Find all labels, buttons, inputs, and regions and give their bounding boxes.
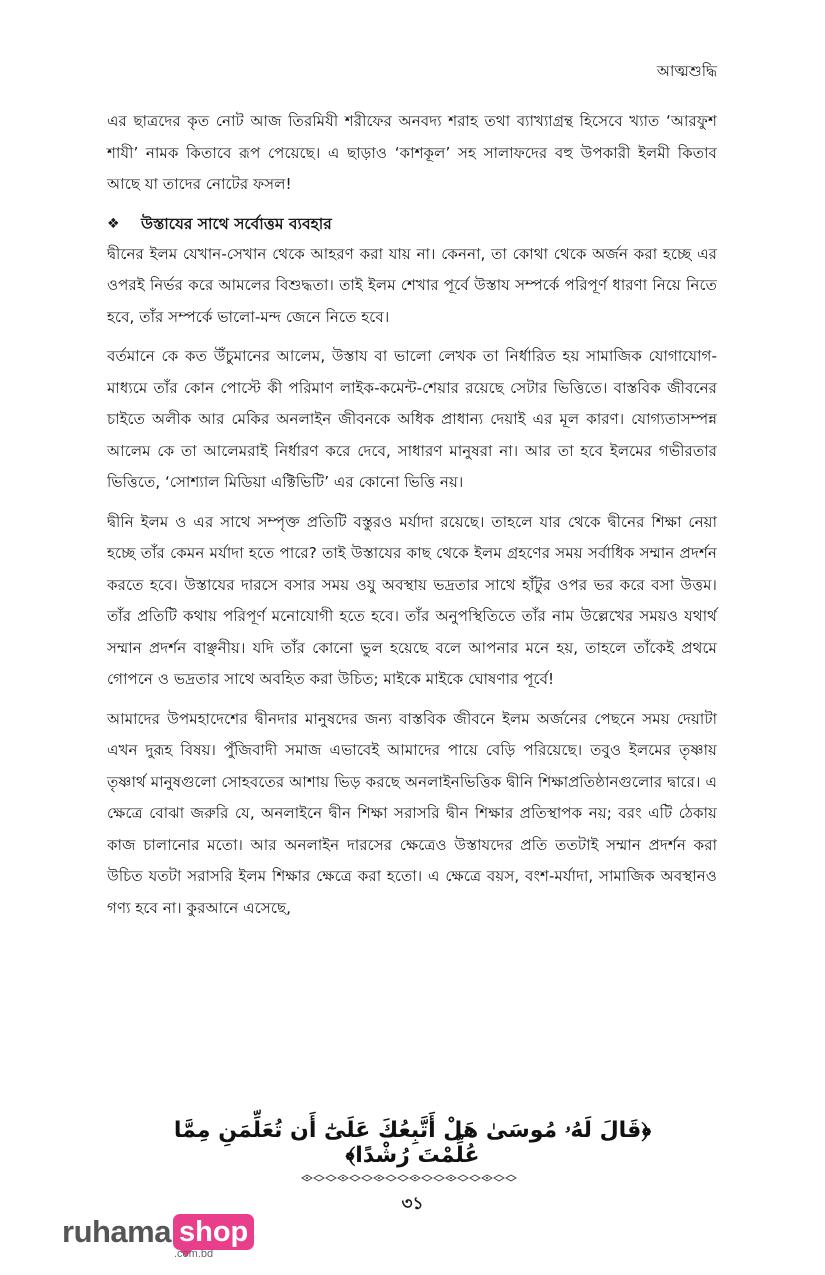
- publisher-logo: [62, 1212, 254, 1262]
- page-body: [107, 106, 717, 932]
- paragraph-2: দ্বীনের ইলম যেখান-সেখান থেকে আহরণ করা যায় না। কেননা, তা কোথা থেকে অর্জন করা হচ্ছে এর ওপরই নির্ভর করে আমলের বিশুদ্ধতা। তাই ইলম শেখার পূর্বে উস্তায সম্পর্কে পরিপূর্ণ ধারণা নিয়ে নিতে হবে, তাঁর সম্পর্কে ভালো-মন্দ জেনে নিতে হবে।: [107, 244, 717, 326]
- logo-domain: .com.bd: [174, 1248, 214, 1260]
- diamond-bullet-icon: ❖: [107, 215, 120, 232]
- paragraph-1: এর ছাত্রদের কৃত নোট আজ তিরমিযী শরীফের অনবদ্য শরাহ তথা ব্যাখ্যাগ্রন্থ হিসেবে খ্যাত ‘আরফুশ শাযী’ নামক কিতাবে রূপ পেয়েছে। এ ছাড়াও ‘কাশকূল’ সহ সালাফদের বহু উপকারী ইলমী কিতাব আছে যা তাদের নোটের ফসল!: [107, 112, 717, 193]
- running-header-title: আত্মশুদ্ধি: [656, 62, 717, 80]
- section-heading: [107, 209, 717, 239]
- quran-verse: ﴿قَالَ لَهُۥ مُوسَىٰ هَلْ أَتَّبِعُكَ عَلَىٰٓ أَن تُعَلِّمَنِ مِمَّا عُلِّمْتَ رُشْدًا﴾: [173, 1118, 652, 1168]
- section-heading-text: উস্তাযের সাথে সর্বোত্তম ব্যবহার: [141, 214, 332, 233]
- logo-text: ruhama: [62, 1214, 171, 1249]
- paragraph-3: বর্তমানে কে কত উঁচুমানের আলেম, উস্তায বা ভালো লেখক তা নির্ধারিত হয় সামাজিক যোগাযোগ-মাধ্যমে তাঁর কোন পোস্টে কী পরিমাণ লাইক-কমেন্ট-শেয়ার রয়েছে সেটার ভিত্তিতে। বাস্তবিক জীবনের চাইতে অলীক আর মেকির অনলাইন জীবনকে অধিক প্রাধান্য দেয়াই এর মূল কারণ। যোগ্যতাসম্পন্ন আলেম কে তা আলেমরাই নির্ধারণ করে দেবে, সাধারণ মানুষরা না। আর তা হবে ইলমের গভীরতার ভিত্তিতে, ‘সোশ্যাল মিডিয়া এক্টিভিটি’ এর কোনো ভিত্তি নয়।: [107, 347, 717, 491]
- logo-highlight: shop: [173, 1214, 254, 1250]
- ornament-divider-icon: [300, 1170, 525, 1186]
- paragraph-5: আমাদের উপমহাদেশের দ্বীনদার মানুষদের জন্য বাস্তবিক জীবনে ইলম অর্জনের পেছনে সময় দেয়াটা এখন দুরূহ বিষয়। পুঁজিবাদী সমাজ এভাবেই আমাদের পায়ে বেড়ি পরিয়েছে। তবুও ইলমের তৃষ্ণায় তৃষ্ণার্থ মানুষগুলো সোহবতের আশায় ভিড় করছে অনলাইনভিত্তিক দ্বীনি শিক্ষাপ্রতিষ্ঠানগুলোর দ্বারে। এ ক্ষেত্রে বোঝা জরুরি যে, অনলাইনে দ্বীন শিক্ষা সরাসরি দ্বীন শিক্ষার প্রতিস্থাপক নয়; বরং এটি ঠেকায় কাজ চালানোর মতো। আর অনলাইন দারসের ক্ষেত্রেও উস্তাযদের প্রতি ততটাই সম্মান প্রদর্শন করা উচিত যতটা সরাসরি ইলম শিক্ষার ক্ষেত্রে করা হতো। এ ক্ষেত্রে বয়স, বংশ-মর্যাদা, সামাজিক অবস্থানও গণ্য হবে না। কুরআনে এসেছে,: [107, 709, 717, 917]
- paragraph-4: দ্বীনি ইলম ও এর সাথে সম্পৃক্ত প্রতিটি বস্তুরও মর্যাদা রয়েছে। তাহলে যার থেকে দ্বীনের শিক্ষা নেয়া হচ্ছে তাঁর কেমন মর্যাদা হতে পারে? তাই উস্তাযের কাছ থেকে ইলম গ্রহণের সময় সর্বাধিক সম্মান প্রদর্শন করতে হবে। উস্তাযের দারসে বসার সময় ওযু অবস্থায় ভদ্রতার সাথে হাঁটুর ওপর ভর করে বসা উত্তম। তাঁর প্রতিটি কথায় পরিপূর্ণ মনোযোগী হতে হবে। তাঁর অনুপস্থিতিতে তাঁর নাম উল্লেখের সময়ও যথার্থ সম্মান প্রদর্শন বাঞ্ছনীয়। যদি তাঁর কোনো ভুল হয়েছে বলে আপনার মনে হয়, তাহলে তাঁকেই প্রথমে গোপনে ও ভদ্রতার সাথে অবহিত করা উচিত; মাইকে মাইকে ঘোষণার পূর্বে!: [107, 512, 717, 688]
- page-number: ৩১: [401, 1194, 424, 1214]
